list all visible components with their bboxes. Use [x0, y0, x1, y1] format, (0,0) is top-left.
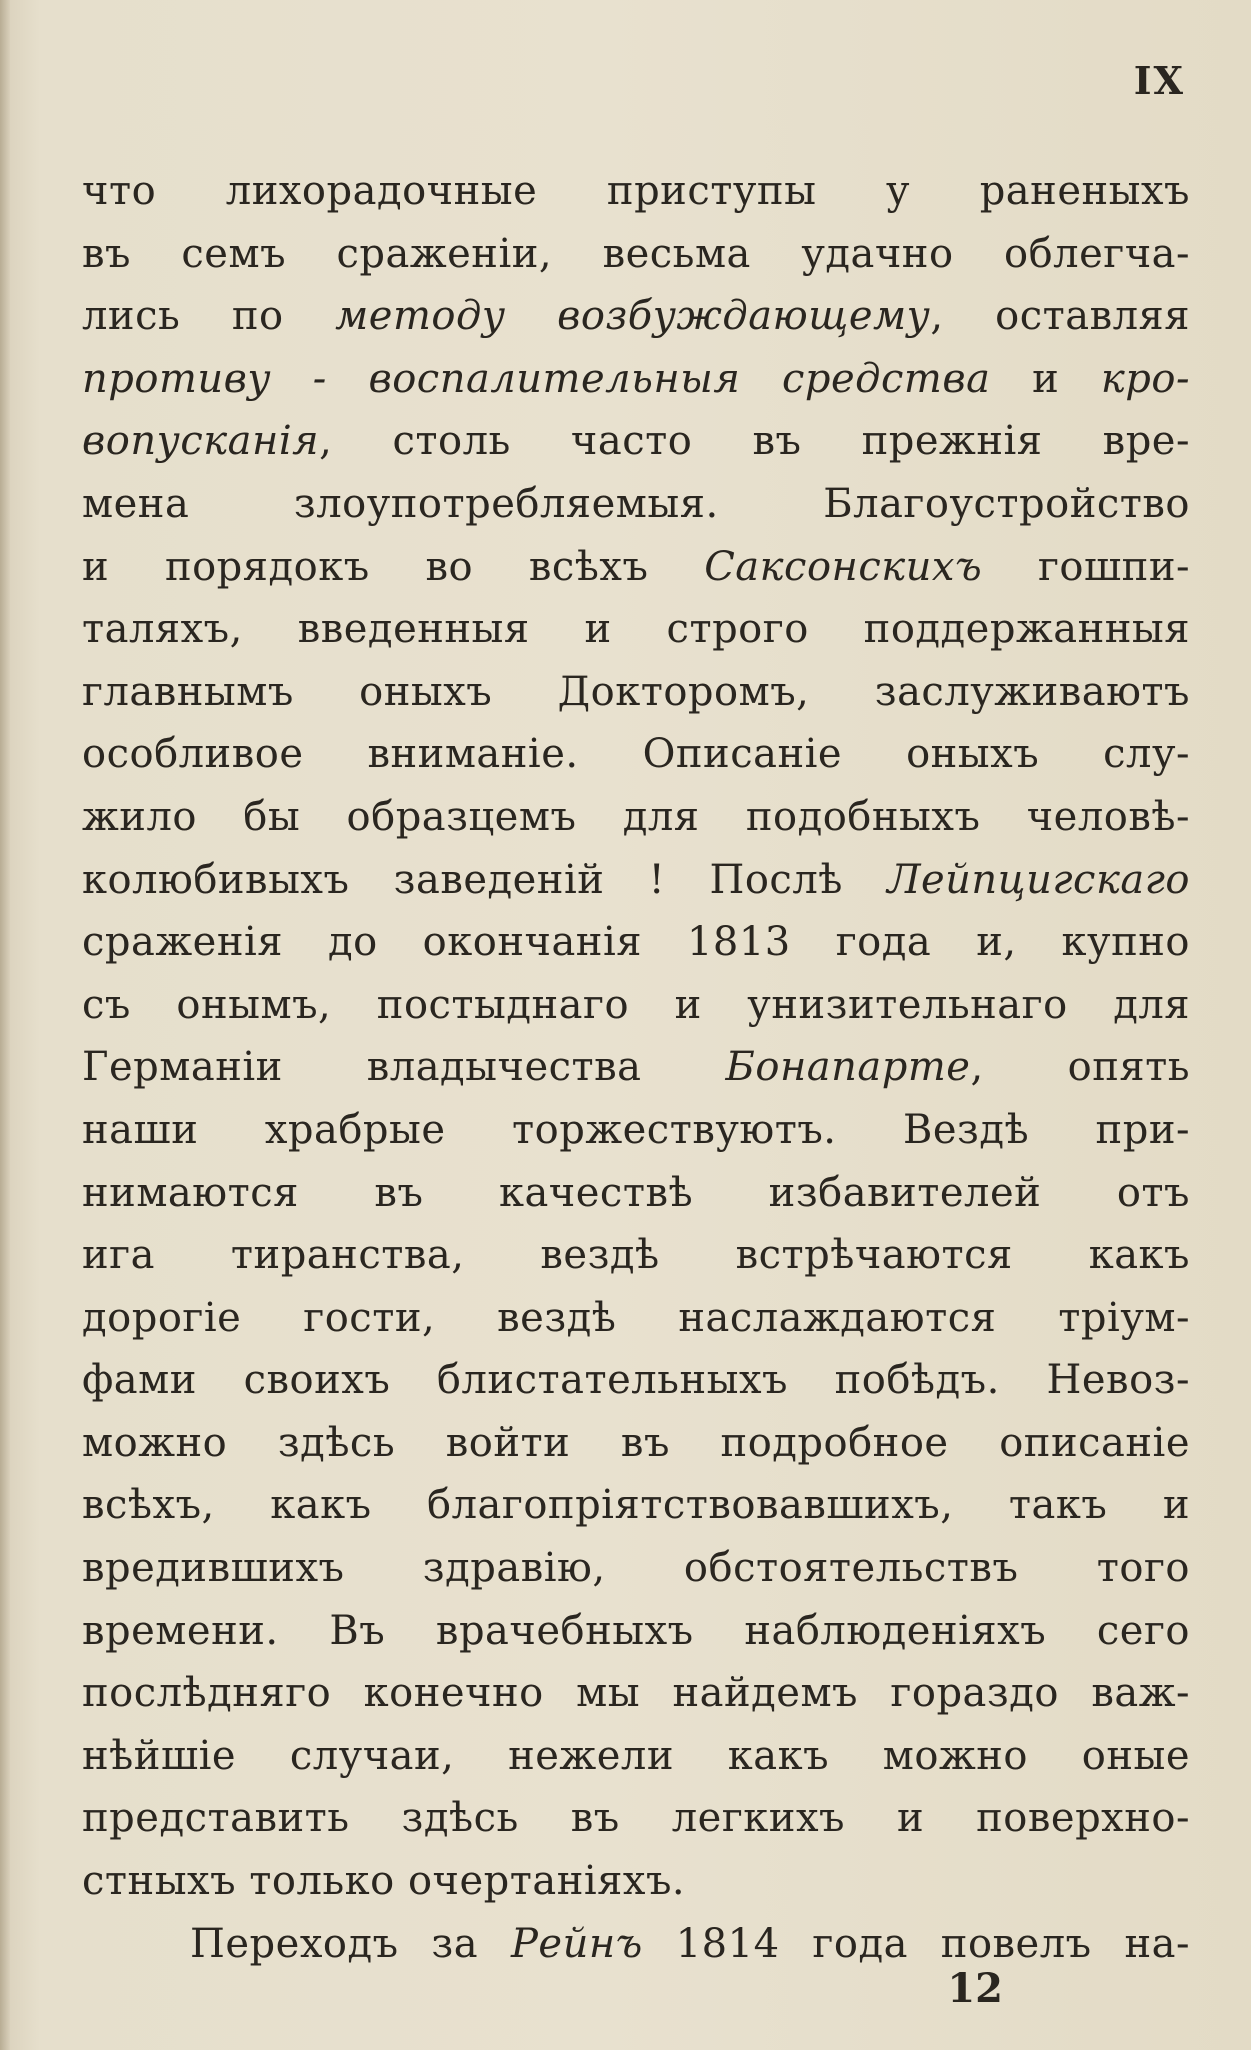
text-line: [82, 1224, 1190, 1287]
text-segment: колюбивыхъ заведеній ! Послѣ: [82, 856, 888, 903]
italic-segment: противу - воспалительныя средства: [82, 355, 991, 402]
page-number: IX: [1133, 58, 1185, 103]
text-segment: съ онымъ, постыднаго и унизительнаго для: [82, 981, 1190, 1028]
text-segment: послѣдняго конечно мы найдемъ гораздо важ-: [82, 1670, 1190, 1717]
text-segment: 1814 года повелъ на-: [642, 1920, 1190, 1967]
text-segment: главнымъ оныхъ Докторомъ, заслуживаютъ: [82, 668, 1190, 715]
italic-segment: Лейпцигскаго: [887, 856, 1190, 903]
text-line: [82, 849, 1190, 912]
italic-segment: Рейнъ: [510, 1920, 643, 1967]
text-segment: можно здѣсь войти въ подробное описаніе: [82, 1419, 1190, 1466]
text-line: [82, 1349, 1190, 1412]
text-segment: особливое вниманіе. Описаніе оныхъ слу-: [82, 731, 1190, 778]
text-line: [82, 410, 1190, 473]
text-segment: Германіи владычества: [82, 1044, 726, 1091]
italic-segment: кро-: [1100, 355, 1191, 402]
text-line: [82, 974, 1190, 1037]
text-line: [82, 1099, 1190, 1162]
italic-segment: вопусканія: [82, 418, 320, 465]
text-line: [82, 348, 1190, 411]
text-segment: гошпи-: [982, 543, 1191, 590]
text-segment: , оставляя: [930, 293, 1190, 340]
text-line: [82, 1412, 1190, 1475]
text-segment: лись по: [82, 293, 336, 340]
text-segment: представить здѣсь въ легкихъ и поверхно-: [82, 1795, 1190, 1842]
text-line: [82, 1725, 1190, 1788]
text-line: [82, 1287, 1190, 1350]
text-line: [82, 1474, 1190, 1537]
text-segment: Переходъ за: [190, 1920, 511, 1967]
text-line: [82, 1537, 1190, 1600]
text-segment: нимаются въ качествѣ избавителей отъ: [82, 1169, 1190, 1216]
text-line: [82, 1850, 1190, 1913]
text-line: [82, 1162, 1190, 1225]
text-segment: сраженія до окончанія 1813 года и, купно: [82, 919, 1190, 966]
text-line: [82, 223, 1190, 286]
text-line: [82, 723, 1190, 786]
text-segment: , столь часто въ прежнія вре-: [319, 418, 1190, 465]
text-line: [82, 1913, 1190, 1976]
italic-segment: Бонапарте: [725, 1044, 971, 1091]
text-line: [82, 536, 1190, 599]
text-segment: фами своихъ блистательныхъ побѣдъ. Невоз-: [82, 1357, 1190, 1404]
text-segment: дорогіе гости, вездѣ наслаждаются тріум-: [82, 1294, 1190, 1341]
text-line: [82, 911, 1190, 974]
italic-segment: Саксонскихъ: [704, 543, 983, 590]
text-segment: что лихорадочные приступы у раненыхъ: [82, 168, 1190, 214]
text-segment: и: [990, 355, 1101, 402]
text-segment: нѣйшіе случаи, нежели какъ можно оные: [82, 1732, 1190, 1779]
text-segment: таляхъ, введенныя и строго поддержанныя: [82, 606, 1190, 653]
italic-segment: методу возбуждающему: [335, 293, 931, 340]
text-line: [82, 285, 1190, 348]
text-segment: и порядокъ во всѣхъ: [82, 543, 705, 590]
text-line: [82, 473, 1190, 536]
text-segment: мена злоупотребляемыя. Благоустройство: [82, 480, 1190, 527]
signature-mark: 12: [947, 1965, 1003, 2012]
text-segment: наши храбрые торжествуютъ. Вездѣ при-: [82, 1106, 1190, 1153]
text-segment: жило бы образцемъ для подобныхъ человѣ-: [82, 793, 1190, 840]
text-segment: , опять: [970, 1044, 1190, 1091]
text-line: [82, 1662, 1190, 1725]
body-text: [82, 160, 1190, 1975]
text-segment: времени. Въ врачебныхъ наблюденіяхъ сего: [82, 1607, 1190, 1654]
page-binding-edge: [0, 0, 10, 2050]
text-line: [82, 1036, 1190, 1099]
text-segment: всѣхъ, какъ благопріятствовавшихъ, такъ и: [82, 1482, 1190, 1529]
text-segment: стныхъ только очертаніяхъ.: [82, 1858, 686, 1905]
text-line: [82, 1787, 1190, 1850]
text-line: [82, 160, 1190, 223]
text-segment: ига тиранства, вездѣ встрѣчаются какъ: [82, 1232, 1190, 1279]
text-segment: вредившихъ здравію, обстоятельствъ того: [82, 1545, 1190, 1592]
text-line: [82, 661, 1190, 724]
text-segment: въ семъ сраженіи, весьма удачно облегча-: [82, 230, 1190, 277]
text-line: [82, 598, 1190, 661]
text-line: [82, 786, 1190, 849]
text-line: [82, 1600, 1190, 1663]
